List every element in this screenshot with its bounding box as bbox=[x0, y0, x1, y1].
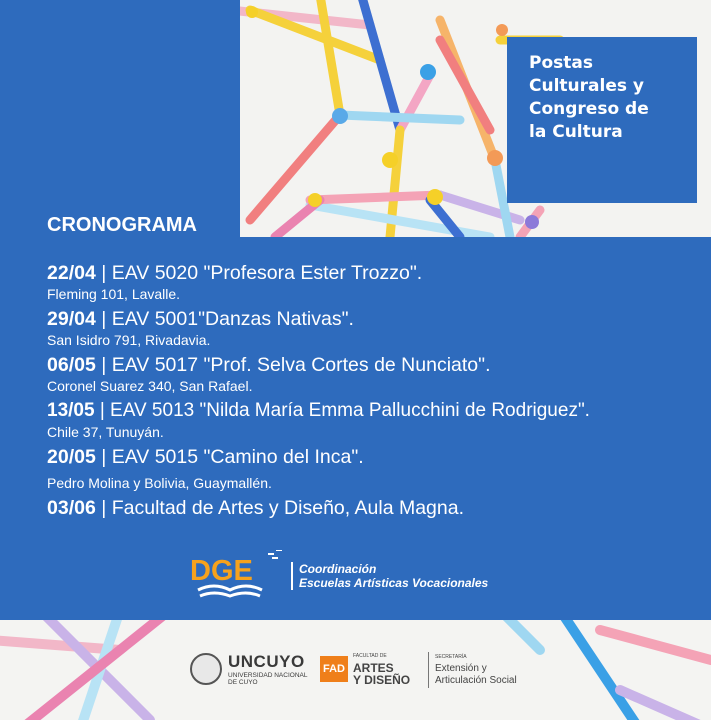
entry-address: Coronel Suarez 340, San Rafael. bbox=[47, 378, 253, 394]
title-line-4: la Cultura bbox=[529, 122, 623, 142]
dge-logo bbox=[190, 550, 285, 605]
dge-logo-block bbox=[190, 550, 530, 610]
footer-separator bbox=[428, 652, 429, 688]
fad-caption: FACULTAD DE bbox=[353, 653, 387, 659]
ext-caption: SECRETARÍA bbox=[435, 654, 467, 660]
title-line-1: Postas bbox=[529, 53, 593, 73]
dge-logo-text: DGE bbox=[190, 555, 253, 587]
dge-caption bbox=[299, 562, 488, 590]
entry-event: EAV 5017 "Prof. Selva Cortes de Nunciato". bbox=[111, 354, 491, 376]
entry-separator: | bbox=[95, 308, 112, 330]
entry-event: EAV 5015 "Camino del Inca". bbox=[111, 446, 364, 468]
section-title: CRONOGRAMA bbox=[47, 214, 197, 236]
entry-event: Facultad de Artes y Diseño, Aula Magna. bbox=[111, 497, 465, 519]
event-title bbox=[529, 52, 689, 144]
entry-address: Chile 37, Tunuyán. bbox=[47, 424, 164, 440]
entry-date: 29/04 bbox=[47, 308, 96, 330]
entry-date: 20/05 bbox=[47, 446, 96, 468]
uncuyo-name: UNCUYO bbox=[228, 652, 305, 671]
fad-line-2: Y DISEÑO bbox=[353, 673, 411, 687]
schedule-entry bbox=[47, 496, 707, 520]
entry-event: EAV 5013 "Nilda María Emma Pallucchini de Rodriguez". bbox=[110, 400, 590, 421]
entry-date: 06/05 bbox=[47, 354, 96, 376]
ext-line-2: Articulación Social bbox=[435, 675, 517, 686]
sparkle-icon bbox=[268, 550, 282, 558]
entry-separator: | bbox=[95, 446, 112, 468]
title-line-2: Culturales y bbox=[529, 76, 644, 96]
entry-address: Fleming 101, Lavalle. bbox=[47, 286, 181, 302]
ext-name bbox=[435, 663, 517, 687]
uncuyo-seal-icon bbox=[190, 653, 222, 685]
footer-logos bbox=[190, 650, 550, 700]
entry-separator: | bbox=[94, 400, 111, 421]
schedule-entry bbox=[47, 353, 707, 396]
entry-separator: | bbox=[95, 262, 112, 284]
dge-line-2: Escuelas Artísticas Vocacionales bbox=[299, 576, 489, 590]
fad-name bbox=[353, 662, 410, 686]
entry-date: 13/05 bbox=[47, 400, 95, 421]
dge-separator bbox=[291, 562, 293, 590]
schedule-entry bbox=[47, 399, 707, 442]
entry-date: 22/04 bbox=[47, 262, 96, 284]
dge-line-1: Coordinación bbox=[299, 562, 377, 576]
schedule-entry bbox=[47, 445, 707, 493]
entry-address: Pedro Molina y Bolivia, Guaymallén. bbox=[47, 475, 272, 491]
entry-date: 03/06 bbox=[47, 497, 96, 519]
schedule-entry bbox=[47, 307, 707, 350]
fad-line-1: ARTES bbox=[353, 661, 394, 675]
schedule-entry bbox=[47, 261, 707, 304]
title-line-3: Congreso de bbox=[529, 99, 649, 119]
entry-event: EAV 5020 "Profesora Ester Trozzo". bbox=[111, 262, 423, 284]
title-box bbox=[507, 37, 697, 203]
ext-line-1: Extensión y bbox=[435, 663, 487, 674]
schedule-list bbox=[47, 261, 707, 520]
fad-logo: FAD bbox=[320, 656, 348, 682]
uncuyo-subtitle: UNIVERSIDAD NACIONAL DE CUYO bbox=[228, 672, 308, 686]
entry-separator: | bbox=[95, 497, 112, 519]
entry-separator: | bbox=[95, 354, 112, 376]
entry-event: EAV 5001"Danzas Nativas". bbox=[111, 308, 354, 330]
entry-address: San Isidro 791, Rivadavia. bbox=[47, 332, 211, 348]
